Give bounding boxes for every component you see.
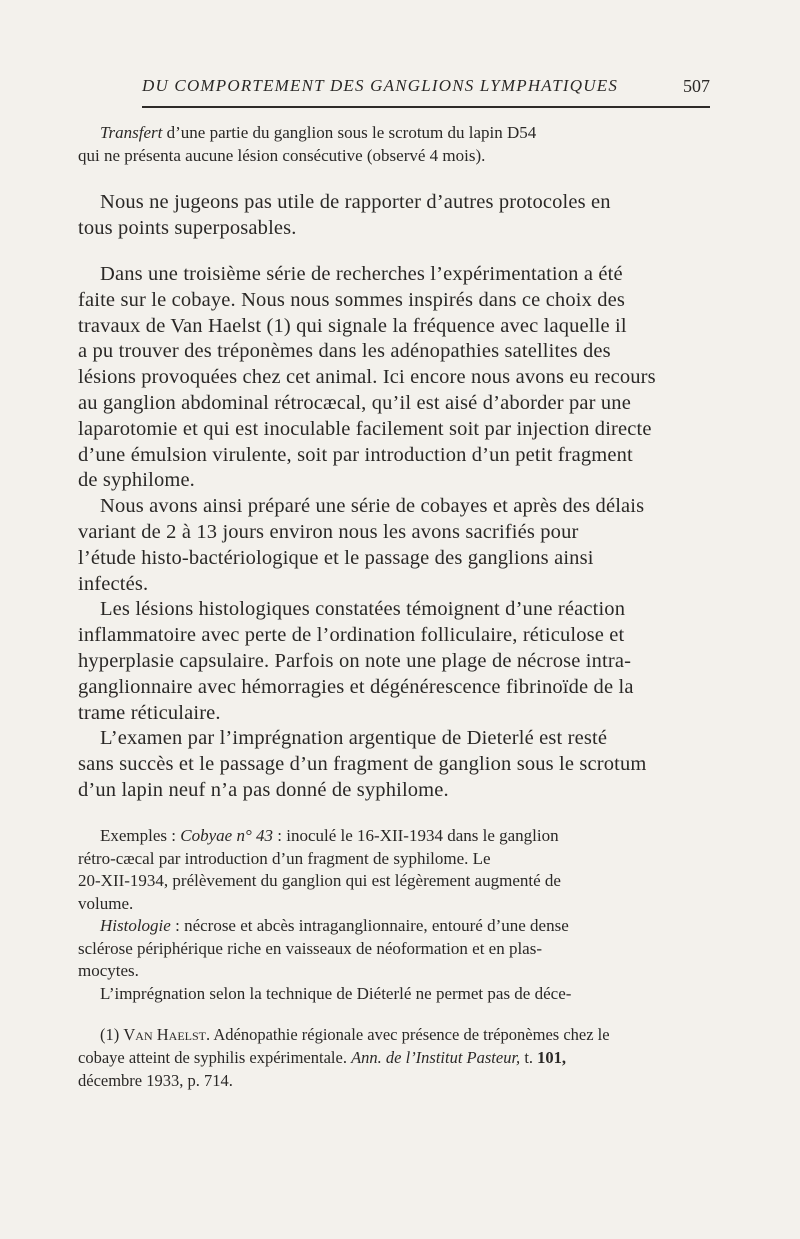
paragraph-line: hyperplasie capsulaire. Parfois on note une plage de nécrose intra- [78, 649, 632, 672]
footnote-journal: Ann. de l’Institut Pasteur, [351, 1048, 521, 1067]
transfer-text: d’une partie du ganglion sous le scrotum du lapin D54 [162, 123, 537, 142]
paragraph-line: Dans une troisième série de recherches l’expérimentation a été [100, 263, 623, 285]
paragraph-protocols [78, 190, 710, 242]
paragraph-line: infectés. [78, 572, 149, 595]
paragraph-line: Nous ne jugeons pas utile de rapporter d’autres protocoles en [100, 191, 611, 213]
transfer-note-line: qui ne présenta aucune lésion consécutive (observé 4 mois). [78, 145, 486, 165]
paragraph-line: lésions provoquées chez cet animal. Ici encore nous avons eu recours [78, 366, 656, 389]
example-line: 20-XII-1934, prélèvement du ganglion qui est légèrement augmenté de [78, 871, 561, 890]
impregnation-line: L’imprégnation selon la technique de Diéterlé ne permet pas de déce- [100, 983, 572, 1003]
example-subject: Cobyae n° 43 [180, 826, 273, 845]
page-number: 507 [683, 76, 710, 96]
example-line [78, 825, 710, 848]
paragraph-line: a pu trouver des tréponèmes dans les adénopathies satellites des [78, 340, 611, 363]
running-title: DU COMPORTEMENT DES GANGLIONS LYMPHATIQUES [142, 76, 619, 95]
footnote-line [78, 1046, 710, 1069]
paragraph-line: d’un lapin neuf n’a pas donné de syphilome. [78, 778, 449, 801]
histology-label: Histologie [100, 916, 171, 935]
transfer-note [78, 122, 710, 167]
paragraph-line: l’étude histo-bactériologique et le passage des ganglions ainsi [78, 546, 594, 569]
footnote-text: t. [520, 1048, 538, 1067]
paragraph-line: sans succès et le passage d’un fragment de ganglion sous le scrotum [78, 753, 647, 776]
histology-line: mocytes. [78, 961, 139, 980]
paragraph-line: tous points superposables. [78, 216, 297, 239]
footnote-author: Van Haelst [123, 1025, 206, 1044]
paragraph-line: laparotomie et qui est inoculable facilement soit par injection directe [78, 417, 652, 440]
paragraph-third-series [78, 262, 710, 804]
footnote-marker: (1) [100, 1025, 124, 1044]
paragraph-line: faite sur le cobaye. Nous nous sommes inspirés dans ce choix des [78, 288, 626, 311]
histology-text: : nécrose et abcès intraganglionnaire, entouré d’une dense [170, 916, 569, 935]
footnote-text: cobaye atteint de syphilis expérimentale. [78, 1048, 352, 1067]
example-text: : inoculé le 16-XII-1934 dans le ganglion [273, 826, 559, 845]
example-line: rétro-cæcal par introduction d’un fragment de syphilome. Le [78, 848, 491, 868]
histology-line [78, 915, 710, 938]
paragraph-line: d’une émulsion virulente, soit par introduction d’un petit fragment [78, 443, 633, 466]
transfer-note-line [78, 122, 710, 145]
paragraph-line: variant de 2 à 13 jours environ nous les avons sacrifiés pour [78, 520, 579, 543]
footnote-text: . Adénopathie régionale avec présence de tréponèmes chez le [206, 1025, 610, 1044]
example-prefix: Exemples : [100, 826, 181, 845]
paragraph-line: Les lésions histologiques constatées témoignent d’une réaction [100, 598, 626, 621]
paragraph-line: de syphilome. [78, 469, 195, 492]
footnote-line: décembre 1933, p. 714. [78, 1071, 233, 1090]
footnote-volume: 101, [537, 1048, 567, 1067]
paragraph-line: trame réticulaire. [78, 701, 221, 724]
paragraph-line: ganglionnaire avec hémorragies et dégénérescence fibrinoïde de la [78, 675, 634, 698]
header-rule [142, 106, 710, 108]
paragraph-line: travaux de Van Haelst (1) qui signale la fréquence avec laquelle il [78, 314, 627, 337]
transfer-label: Transfert [100, 123, 163, 142]
paragraph-line: au ganglion abdominal rétrocæcal, qu’il est aisé d’aborder par une [78, 391, 631, 414]
paragraph-line: inflammatoire avec perte de l’ordination folliculaire, réticulose et [78, 624, 625, 647]
example-block [78, 825, 710, 1005]
paragraph-line: L’examen par l’imprégnation argentique de Dieterlé est resté [100, 727, 608, 750]
histology-line: sclérose périphérique riche en vaisseaux de néoformation et en plas- [78, 938, 543, 958]
footnote-line [78, 1023, 710, 1046]
example-line: volume. [78, 893, 134, 913]
footnote [78, 1023, 710, 1092]
paragraph-line: Nous avons ainsi préparé une série de cobayes et après des délais [100, 495, 645, 518]
